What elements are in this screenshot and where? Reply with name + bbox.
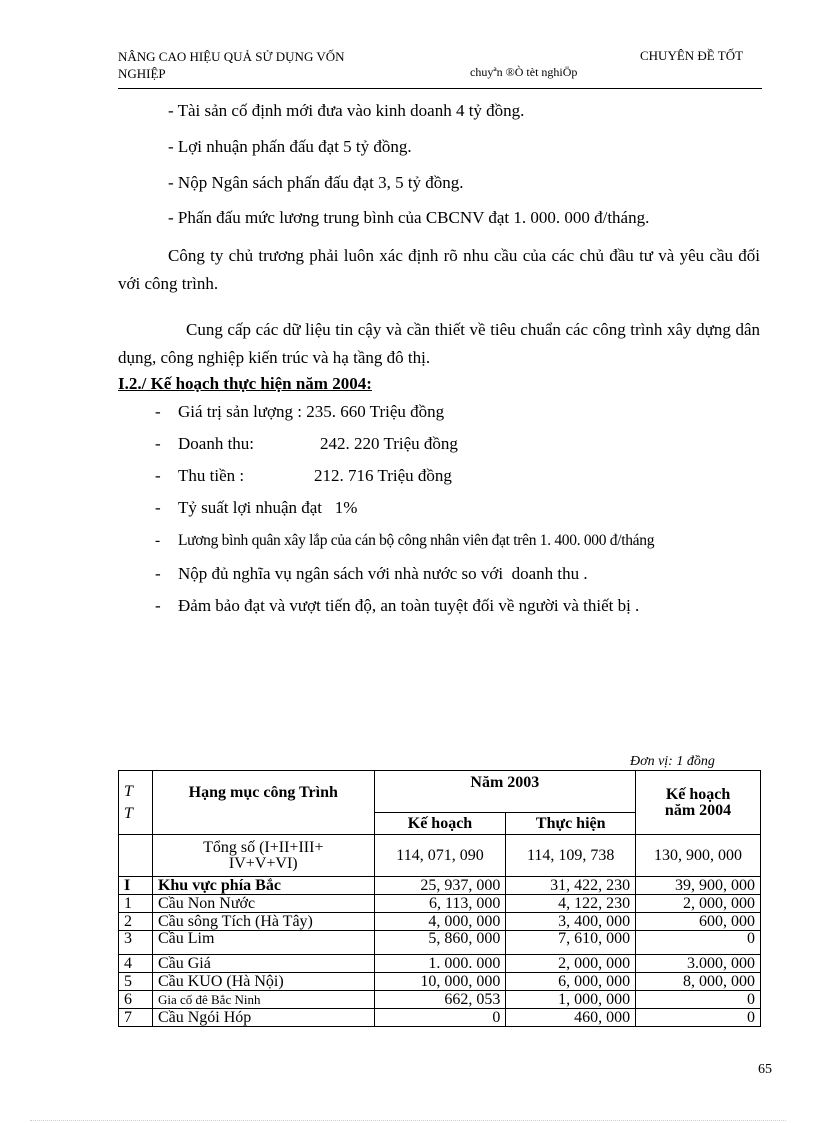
header-tt-line: T (124, 804, 133, 822)
plan-item (0, 434, 816, 454)
header-plan: Kế hoạch (374, 813, 506, 835)
plan-item-label: Thu tiền : (178, 466, 245, 485)
table-row (119, 1009, 761, 1027)
plan-item-text: Lương bình quân xây lắp của cán bộ công nhân viên đạt trên 1. 400. 000 đ/tháng (178, 532, 655, 549)
plan-table (118, 770, 761, 1027)
plan-item-text: Nộp đủ nghĩa vụ ngân sách với nhà nước so với doanh thu . (178, 564, 588, 583)
plan-item (0, 564, 816, 584)
row-name: Cầu Giá (152, 955, 374, 973)
row-plan-2004: 600, 000 (636, 913, 761, 931)
row-plan: 25, 937, 000 (374, 877, 506, 895)
row-tt: 4 (119, 955, 153, 973)
dash-marker: - (155, 596, 161, 615)
dash-marker: - (155, 466, 161, 485)
header-right-title: CHUYÊN ĐỀ TỐT (640, 48, 744, 63)
plan-item-value: 212. 716 Triệu đồng (314, 466, 452, 485)
row-actual: 7, 610, 000 (506, 931, 636, 955)
header-item: Hạng mục công Trình (152, 771, 374, 835)
header-actual: Thực hiện (506, 813, 636, 835)
row-plan: 662, 053 (374, 991, 506, 1009)
row-tt: 2 (119, 913, 153, 931)
table-total-row (119, 835, 761, 877)
header-title-line2: NGHIỆP (118, 66, 166, 81)
row-name: Cầu Ngói Hóp (152, 1009, 374, 1027)
total-plan-2004: 130, 900, 000 (636, 835, 761, 877)
row-name: Cầu Non Nước (152, 895, 374, 913)
table-row (119, 877, 761, 895)
total-label: Tổng số (I+II+III+ IV+V+VI) (152, 835, 374, 877)
table-row (119, 973, 761, 991)
header-tt (119, 771, 153, 835)
bullet-item: - Phấn đấu mức lương trung bình của CBCNV đạt 1. 000. 000 đ/tháng. (168, 208, 650, 227)
row-name: Khu vực phía Bắc (152, 877, 374, 895)
row-tt: 1 (119, 895, 153, 913)
plan-item (0, 498, 816, 518)
dash-marker: - (155, 402, 161, 421)
plan-item-label: Doanh thu: (178, 434, 255, 453)
row-plan-2004: 8, 000, 000 (636, 973, 761, 991)
row-name: Cầu KUO (Hà Nội) (152, 973, 374, 991)
row-name: Gia cố đê Bắc Ninh (152, 991, 374, 1009)
row-name: Cầu sông Tích (Hà Tây) (152, 913, 374, 931)
header-year-2003: Năm 2003 (374, 771, 635, 813)
row-tt: I (119, 877, 153, 895)
header-divider (118, 88, 762, 89)
table-row (119, 991, 761, 1009)
header-title-line1: NÂNG CAO HIỆU QUẢ SỬ DỤNG VỐN (118, 49, 345, 64)
paragraph: Cung cấp các dữ liệu tin cậy và cần thiết về tiêu chuẩn các công trình xây dựng dân dụng, công nghiệp kiến trúc và hạ tầng đô thị. (118, 320, 760, 367)
plan-item-text: Đảm bảo đạt và vượt tiến độ, an toàn tuyệt đối về người và thiết bị . (178, 596, 640, 615)
page-number: 65 (758, 1062, 772, 1077)
row-plan-2004: 0 (636, 991, 761, 1009)
table-row (119, 931, 761, 955)
unit-note: Đơn vị: 1 đồng (630, 754, 715, 769)
table-row (119, 895, 761, 913)
dash-marker: - (155, 434, 161, 453)
page-bottom-divider (30, 1120, 786, 1121)
bullet-item: - Lợi nhuận phấn đấu đạt 5 tỷ đồng. (168, 137, 412, 156)
row-plan-2004: 2, 000, 000 (636, 895, 761, 913)
table-header-row (119, 771, 761, 813)
section-heading: I.2./ Kế hoạch thực hiện năm 2004: (118, 374, 372, 393)
plan-item-value: 242. 220 Triệu đồng (320, 434, 458, 453)
row-actual: 6, 000, 000 (506, 973, 636, 991)
row-tt: 6 (119, 991, 153, 1009)
row-plan-2004: 3.000, 000 (636, 955, 761, 973)
total-actual: 114, 109, 738 (506, 835, 636, 877)
table-cell (119, 835, 153, 877)
row-actual: 31, 422, 230 (506, 877, 636, 895)
dash-marker: - (155, 498, 161, 517)
dash-marker: - (155, 564, 161, 583)
row-actual: 460, 000 (506, 1009, 636, 1027)
row-plan: 6, 113, 000 (374, 895, 506, 913)
plan-item-text: Giá trị sản lượng : 235. 660 Triệu đồng (178, 402, 445, 421)
header-title (118, 48, 345, 82)
paragraph: Công ty chủ trương phải luôn xác định rõ nhu cầu của các chủ đầu tư và yêu cầu đối với công trình. (118, 246, 760, 293)
header-plan-2004: Kế hoạch năm 2004 (636, 771, 761, 835)
row-plan: 1. 000. 000 (374, 955, 506, 973)
plan-item (0, 531, 816, 551)
row-tt: 5 (119, 973, 153, 991)
row-plan-2004: 0 (636, 931, 761, 955)
row-plan: 0 (374, 1009, 506, 1027)
header-subtitle: chuyªn ®Ò tèt nghiÖp (470, 65, 578, 79)
row-plan-2004: 39, 900, 000 (636, 877, 761, 895)
row-plan: 4, 000, 000 (374, 913, 506, 931)
row-name: Cầu Lim (152, 931, 374, 955)
total-plan: 114, 071, 090 (374, 835, 506, 877)
plan-item (0, 466, 816, 486)
table-row (119, 913, 761, 931)
header-tt-line: T (124, 782, 133, 800)
row-actual: 1, 000, 000 (506, 991, 636, 1009)
row-plan: 10, 000, 000 (374, 973, 506, 991)
plan-item (0, 402, 816, 422)
row-plan: 5, 860, 000 (374, 931, 506, 955)
bullet-item: - Tài sản cố định mới đưa vào kinh doanh 4 tỷ đồng. (168, 101, 525, 120)
row-tt: 3 (119, 931, 153, 955)
row-actual: 3, 400, 000 (506, 913, 636, 931)
row-tt: 7 (119, 1009, 153, 1027)
row-actual: 4, 122, 230 (506, 895, 636, 913)
plan-item (0, 596, 816, 616)
bullet-item: - Nộp Ngân sách phấn đấu đạt 3, 5 tỷ đồng. (168, 173, 464, 192)
row-actual: 2, 000, 000 (506, 955, 636, 973)
row-plan-2004: 0 (636, 1009, 761, 1027)
table-row (119, 955, 761, 973)
dash-marker: - (155, 532, 161, 549)
plan-item-text: Tỷ suất lợi nhuận đạt 1% (178, 498, 358, 517)
